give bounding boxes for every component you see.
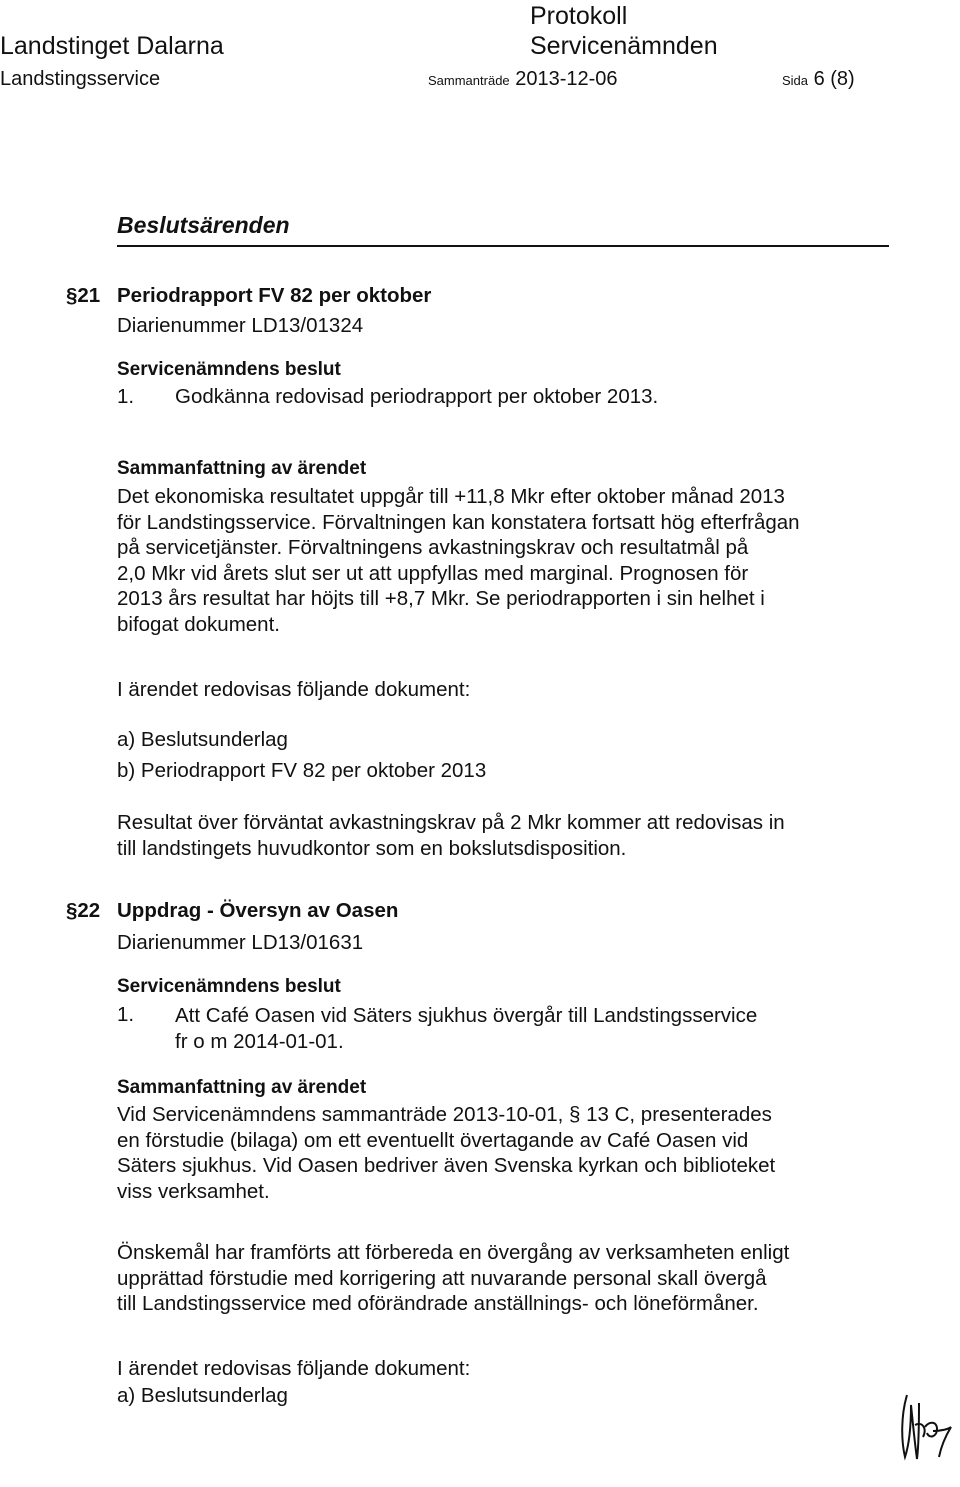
item21-diarie: Diarienummer LD13/01324 xyxy=(117,314,364,337)
meeting-info xyxy=(428,68,618,91)
department-name: Landstingsservice xyxy=(0,68,161,90)
committee-name: Servicenämnden xyxy=(530,32,718,60)
wish-line: Önskemål har framförts att förbereda en övergång av verksamheten enligt xyxy=(117,1241,790,1264)
item22-doc-a: a) Beslutsunderlag xyxy=(117,1384,288,1407)
item21-doc-a: a) Beslutsunderlag xyxy=(117,728,288,751)
summary-line: Säters sjukhus. Vid Oasen bedriver även Svenska kyrkan och biblioteket xyxy=(117,1154,776,1177)
item22-number: §22 xyxy=(66,899,101,922)
item21-decision-heading: Servicenämndens beslut xyxy=(117,359,341,380)
page-number: 6 (8) xyxy=(813,68,855,90)
summary-line: viss verksamhet. xyxy=(117,1179,270,1203)
item21-docs-intro: I ärendet redovisas följande dokument: xyxy=(117,678,471,701)
item21-doc-b: b) Periodrapport FV 82 per oktober 2013 xyxy=(117,759,487,782)
result-line: Resultat över förväntat avkastningskrav på 2 Mkr kommer att redovisas in xyxy=(117,811,785,834)
section-title: Beslutsärenden xyxy=(117,212,290,238)
item21-result xyxy=(117,810,785,861)
item22-wish xyxy=(117,1240,789,1317)
item22-decision-text xyxy=(175,1003,757,1054)
wish-line: upprättad förstudie med korrigering att nuvarande personal skall övergå xyxy=(117,1266,767,1290)
meeting-label: Sammanträde xyxy=(428,73,510,88)
signature-initials xyxy=(893,1385,953,1465)
decision-line: fr o m 2014-01-01. xyxy=(175,1029,344,1053)
item22-title: Uppdrag - Översyn av Oasen xyxy=(117,899,399,922)
meeting-date: 2013-12-06 xyxy=(515,68,618,90)
item21-decision-num: 1. xyxy=(117,385,135,408)
item22-decision-heading: Servicenämndens beslut xyxy=(117,976,341,997)
summary-line: Vid Servicenämndens sammanträde 2013-10-01, § 13 C, presenterades xyxy=(117,1103,772,1126)
item21-summary xyxy=(117,484,800,637)
item22-summary xyxy=(117,1102,775,1204)
summary-line: 2,0 Mkr vid årets slut ser ut att uppfyllas med marginal. Prognosen för xyxy=(117,561,749,585)
section-divider xyxy=(117,245,889,247)
decision-line: Att Café Oasen vid Säters sjukhus övergår till Landstingsservice xyxy=(175,1004,758,1027)
summary-line: för Landstingsservice. Förvaltningen kan konstatera fortsatt hög efterfrågan xyxy=(117,510,800,534)
wish-line: till Landstingsservice med oförändrade anställnings- och löneförmåner. xyxy=(117,1292,759,1315)
result-line: till landstingets huvudkontor som en bokslutsdisposition. xyxy=(117,836,627,860)
summary-line: Det ekonomiska resultatet uppgår till +11,8 Mkr efter oktober månad 2013 xyxy=(117,485,785,508)
item22-docs-intro: I ärendet redovisas följande dokument: xyxy=(117,1357,471,1380)
summary-line: på servicetjänster. Förvaltningens avkastningskrav och resultatmål på xyxy=(117,536,749,559)
org-name: Landstinget Dalarna xyxy=(0,32,224,60)
summary-line: en förstudie (bilaga) om ett eventuellt övertagande av Café Oasen vid xyxy=(117,1128,749,1152)
summary-line: bifogat dokument. xyxy=(117,612,280,636)
summary-line: 2013 års resultat har höjts till +8,7 Mkr. Se periodrapporten i sin helhet i xyxy=(117,587,765,610)
item21-decision-text: Godkänna redovisad periodrapport per oktober 2013. xyxy=(175,385,659,408)
item22-summary-heading: Sammanfattning av ärendet xyxy=(117,1077,367,1098)
page-info xyxy=(782,68,855,91)
item21-title: Periodrapport FV 82 per oktober xyxy=(117,284,432,307)
page-label: Sida xyxy=(782,73,809,88)
item22-decision-num: 1. xyxy=(117,1003,135,1026)
item21-number: §21 xyxy=(66,284,101,307)
item22-diarie: Diarienummer LD13/01631 xyxy=(117,931,364,954)
item21-summary-heading: Sammanfattning av ärendet xyxy=(117,458,367,479)
document-type: Protokoll xyxy=(530,2,628,30)
